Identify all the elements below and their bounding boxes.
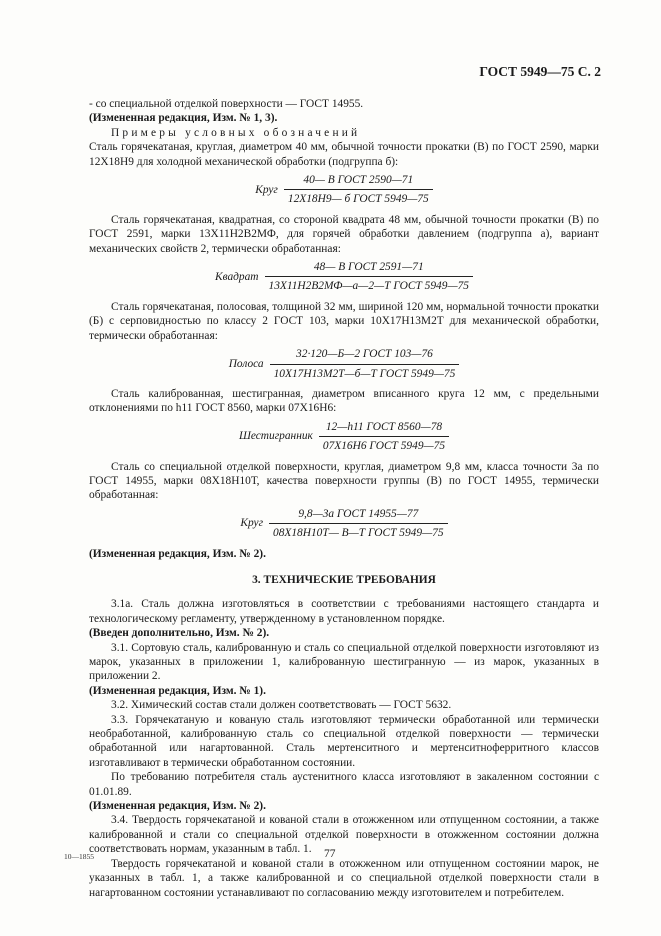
paragraph: Сталь калиброванная, шестигранная, диаметром вписанного круга 12 мм, с предельными отклонениями по h11 ГОСТ 8560, марки 07Х16Н6: — [89, 387, 599, 415]
designation-formula — [89, 507, 599, 541]
edition-note: (Введен дополнительно, Изм. № 2). — [89, 627, 270, 640]
formula-denominator: 08Х18Н10Т— В—Т ГОСТ 5949—75 — [269, 523, 448, 540]
designation-formula — [89, 347, 599, 381]
edition-note: (Измененная редакция, Изм. № 2). — [89, 547, 266, 560]
paragraph: - со специальной отделкой поверхности — ГОСТ 14955. — [89, 98, 364, 110]
formula-fraction — [270, 347, 460, 381]
formula-label: Полоса — [228, 357, 264, 370]
formula-denominator: 13Х11Н2В2МФ—а—2—Т ГОСТ 5949—75 — [265, 276, 473, 293]
formula-numerator: 32·120—Б—2 ГОСТ 103—76 — [296, 348, 433, 361]
paragraph: По требованию потребителя сталь аустенитного класса изготовляют в закаленном состоянии с 01.01.89. — [89, 771, 599, 798]
paragraph: 3.3. Горячекатаную и кованую сталь изготовляют термически обработанной или термически необработанной, калиброванную сталь со специальной отделкой поверхности — термически обработанной или нагартованной. Сталь мертенситного и мертенситноферритного классов изготавливают в термически обработанном состоянии. — [89, 713, 599, 769]
edition-note: (Измененная редакция, Изм. № 1). — [89, 684, 266, 697]
paragraph: 3.4. Твердость горячекатаной и кованой стали в отожженном или отпущенном состоянии, а также калиброванной и стали со специальной отделкой поверхности в отожженном состоянии должна соответствовать нормам, указанным в табл. 1. — [89, 814, 599, 856]
paragraph: Сталь горячекатаная, круглая, диаметром 40 мм, обычной точности прокатки (В) по ГОСТ 2590, марки 12Х18Н9 для холодной механической обработки (подгруппа б): — [89, 141, 599, 168]
formula-numerator: 9,8—3а ГОСТ 14955—77 — [298, 507, 419, 520]
paragraph: 3.2. Химический состав стали должен соответствовать — ГОСТ 5632. — [111, 699, 452, 712]
page-number: 77 — [324, 848, 336, 860]
print-code: 10—1855 — [64, 852, 94, 861]
formula-numerator: 40— В ГОСТ 2590—71 — [303, 174, 414, 187]
section-heading: 3. ТЕХНИЧЕСКИЕ ТРЕБОВАНИЯ — [252, 573, 436, 586]
formula-fraction — [265, 260, 473, 294]
formula-label: Круг — [255, 183, 278, 196]
formula-label: Квадрат — [215, 270, 259, 283]
paragraph: Сталь горячекатаная, квадратная, со стороной квадрата 48 мм, обычной точности прокатки (В) по ГОСТ 2591, марки 13Х11Н2В2МФ, для горячей обработки давлением (подгруппа а), вариант механических свойств 2, термически обработанная: — [89, 213, 599, 255]
designation-formula — [89, 260, 599, 294]
examples-heading: Примеры условных обозначений — [111, 126, 361, 139]
formula-numerator: 12—h11 ГОСТ 8560—78 — [325, 420, 443, 433]
paragraph: Сталь горячекатаная, полосовая, толщиной 32 мм, шириной 120 мм, нормальной точности прокатки (Б) с серповидностью по классу 2 ГОСТ 103, марки 10Х17Н13М2Т для механической обработки, термически обработанная: — [89, 300, 599, 342]
formula-fraction — [284, 173, 433, 207]
edition-note: (Измененная редакция, Изм. № 1, 3). — [89, 112, 278, 125]
formula-label: Шестигранник — [238, 430, 313, 443]
designation-formula — [89, 420, 599, 454]
formula-fraction — [319, 420, 449, 454]
edition-note: (Измененная редакция, Изм. № 2). — [89, 800, 266, 813]
document-body — [89, 97, 599, 900]
designation-formula — [89, 173, 599, 207]
formula-label: Круг — [240, 517, 264, 530]
formula-denominator: 10Х17Н13М2Т—б—Т ГОСТ 5949—75 — [270, 364, 460, 381]
formula-numerator: 48— В ГОСТ 2591—71 — [313, 261, 424, 274]
formula-denominator: 07Х16Н6 ГОСТ 5949—75 — [319, 436, 449, 453]
paragraph: Сталь со специальной отделкой поверхности, круглая, диаметром 9,8 мм, класса точности 3а по ГОСТ 14955, марки 08Х18Н10Т, качества поверхности группы (В) по ГОСТ 14955, термически обработанная: — [89, 460, 599, 502]
page-header: ГОСТ 5949—75 С. 2 — [479, 64, 601, 79]
formula-denominator: 12Х18Н9— б ГОСТ 5949—75 — [284, 189, 433, 206]
paragraph: 3.1. Сортовую сталь, калиброванную и сталь со специальной отделкой поверхности изготовляют из марок, указанных в приложении 1, калиброванную шестигранную — из марок, указанных в приложении 2. — [89, 641, 599, 683]
paragraph: Твердость горячекатаной и кованой стали в отожженном или отпущенном состоянии марок, не указанных в табл. 1, а также калиброванной и со специальной отделкой поверхности стали в нагартованном состоянии устанавливают по согласованию между изготовителем и потребителем. — [89, 857, 599, 899]
paragraph: 3.1а. Сталь должна изготовляться в соответствии с требованиями настоящего стандарта и технологическому регламенту, утвержденному в установленном порядке. — [89, 598, 599, 625]
formula-fraction — [269, 507, 448, 541]
